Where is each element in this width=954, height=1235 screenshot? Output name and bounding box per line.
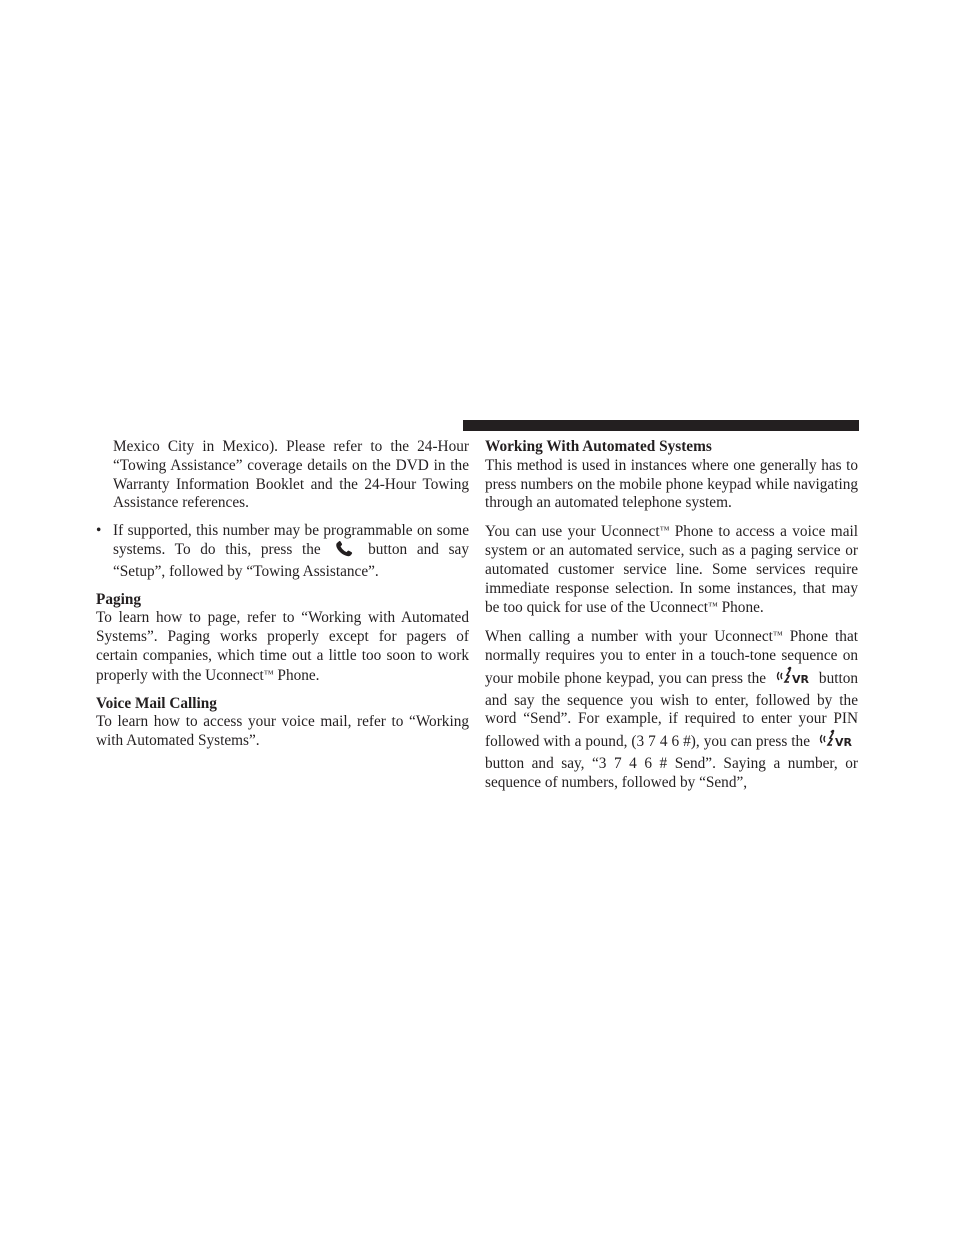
touch-tone-paragraph: When calling a number with your Uconnect™ Phone that normally requires you to enter in a touch-tone sequence on your mobile phone keypad, you can press the VR button and say the sequence you wish to enter, followed by the word “Send”. For example, if required to enter your PIN followed with a pound, (3 7 4 6 #), you can press the VR button and say, “3 7 4 6 # Send”. Saying a number, or sequence of numbers, followed by “Send”, <box>485 628 859 791</box>
right-column <box>485 438 858 793</box>
phone-icon <box>334 541 354 563</box>
trademark-mark: ™ <box>772 630 783 642</box>
voice-mail-heading: Voice Mail Calling <box>96 694 217 712</box>
bullet-text-end: button and say “Setup”, followed by “Towing Assistance”. <box>113 540 469 580</box>
voice-recognition-icon <box>775 666 811 692</box>
voice-recognition-icon <box>818 729 854 755</box>
continued-paragraph: Mexico City in Mexico). Please refer to the 24-Hour “Towing Assistance” coverage details on the DVD in the Warranty Information Booklet and the 24-Hour Towing Assistance references. <box>113 438 469 512</box>
trademark-mark: ™ <box>708 601 718 613</box>
trademark-mark: ™ <box>263 668 274 680</box>
automated-intro-paragraph: This method is used in instances where one generally has to press numbers on the mobile phone keypad while navigating through an automated telephone system. <box>485 456 858 512</box>
trademark-mark: ™ <box>659 525 670 537</box>
uconnect-paragraph: You can use your Uconnect™ Phone to access a voice mail system or an automated service, such as a paging service or automated customer service line. Some services require immediate response selection. In some instances, that may be too quick for use of the Uconnect™ Phone. <box>485 523 858 617</box>
automated-systems-heading: Working With Automated Systems <box>485 438 712 455</box>
svg-text:VR: VR <box>791 672 809 686</box>
left-column <box>96 438 469 751</box>
bullet-text-start: If supported, this number may be programmable on some systems. To do this, press the <box>113 522 469 558</box>
section-header-bar <box>463 420 859 431</box>
list-item <box>96 522 469 581</box>
svg-text:VR: VR <box>835 736 852 750</box>
paging-heading: Paging <box>96 590 142 608</box>
paging-paragraph: To learn how to page, refer to “Working with Automated Systems”. Paging works properly except for pagers of certain companies, which time out a little too soon to work properly with the Uconnect™ Phone. <box>96 609 469 684</box>
voice-mail-paragraph: To learn how to access your voice mail, refer to “Working with Automated Systems”. <box>96 713 469 750</box>
bullet-dot: • <box>96 522 102 540</box>
